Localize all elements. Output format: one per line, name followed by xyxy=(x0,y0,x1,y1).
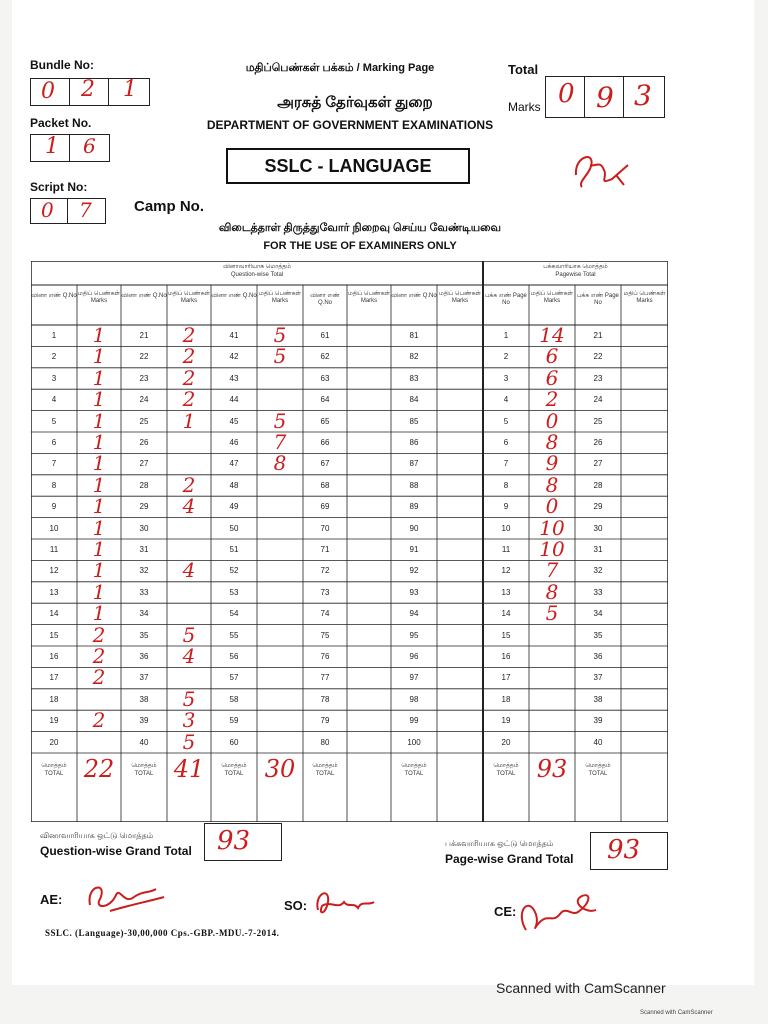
question-number: 49 xyxy=(229,502,239,512)
column-header-marks: மதிப் பெண்கள் Marks xyxy=(168,291,210,304)
column-total: 22 xyxy=(83,755,115,783)
question-number: 31 xyxy=(593,545,603,554)
question-number: 56 xyxy=(229,652,239,661)
question-number: 7 xyxy=(51,459,57,469)
question-number: 40 xyxy=(139,737,149,747)
handwritten-mark: 0 xyxy=(545,408,559,433)
question-number: 23 xyxy=(593,373,603,383)
question-number: 73 xyxy=(320,587,330,597)
question-number: 26 xyxy=(593,438,603,447)
question-number: 27 xyxy=(139,459,149,469)
script-digit: 7 xyxy=(79,198,92,222)
question-number: 11 xyxy=(501,545,511,554)
column-header-qno: வினா எண் Q.No xyxy=(211,293,257,299)
question-number: 30 xyxy=(593,523,603,533)
question-number: 39 xyxy=(139,716,149,726)
question-number: 28 xyxy=(139,480,149,490)
handwritten-mark: 8 xyxy=(273,451,287,476)
question-number: 23 xyxy=(139,373,149,383)
handwritten-mark: 1 xyxy=(92,472,106,497)
total-label-tamil: மொத்தம் xyxy=(41,763,67,769)
column-header-qno: வினா எண் Q.No xyxy=(310,293,340,306)
question-number: 9 xyxy=(503,502,509,512)
camscanner-watermark: Scanned with CamScanner xyxy=(496,980,666,996)
handwritten-mark: 2 xyxy=(182,387,196,412)
question-number: 70 xyxy=(320,523,330,533)
question-number: 87 xyxy=(409,459,419,469)
handwritten-mark: 5 xyxy=(182,686,196,711)
packet-digit: 6 xyxy=(83,134,96,158)
question-number: 80 xyxy=(320,737,330,747)
question-number: 8 xyxy=(51,480,57,490)
question-number: 12 xyxy=(501,566,511,576)
question-number: 95 xyxy=(409,630,419,640)
question-number: 2 xyxy=(503,352,509,362)
question-number: 71 xyxy=(320,545,330,554)
question-number: 29 xyxy=(139,502,149,512)
total-label: TOTAL xyxy=(224,771,244,777)
question-number: 24 xyxy=(139,395,149,405)
examiner-english: FOR THE USE OF EXAMINERS ONLY xyxy=(263,240,457,252)
question-number: 21 xyxy=(593,331,603,340)
handwritten-mark: 2 xyxy=(92,622,106,647)
question-number: 88 xyxy=(409,480,419,490)
column-header-marks: மதிப் பெண்கள் Marks xyxy=(348,291,390,304)
question-number: 43 xyxy=(229,373,239,383)
column-header-qno: வினா எண் Q.No xyxy=(391,293,437,299)
total-label-tamil: மொத்தம் xyxy=(221,763,247,769)
question-number: 39 xyxy=(593,716,603,726)
handwritten-mark: 1 xyxy=(92,558,106,583)
question-number: 5 xyxy=(51,416,57,426)
question-number: 19 xyxy=(49,716,59,726)
total-label: TOTAL xyxy=(404,771,424,777)
column-header-marks: மதிப் பெண்கள் Marks xyxy=(439,291,481,304)
column-total: 41 xyxy=(173,755,205,783)
question-number: 14 xyxy=(49,609,59,619)
q-grand-tamil: வினாவாரியாக ஒட்டு மொத்தம் xyxy=(40,831,154,840)
q-grand-total-box xyxy=(204,823,282,861)
total-label: Total xyxy=(508,62,539,77)
handwritten-mark: 5 xyxy=(273,344,287,369)
total-digit: 0 xyxy=(558,79,575,109)
question-number: 13 xyxy=(501,587,511,597)
question-number: 84 xyxy=(409,395,419,405)
question-number: 12 xyxy=(49,566,59,576)
column-header-marks: மதிப் பெண்கள் Marks xyxy=(78,291,120,304)
question-number: 59 xyxy=(229,716,239,726)
handwritten-mark: 0 xyxy=(545,494,559,519)
total-label-tamil: மொத்தம் xyxy=(493,763,519,769)
print-line: SSLC. (Language)-30,00,000 Cps.-GBP.-MDU.-7-2014. xyxy=(45,928,280,938)
packet-digit: 1 xyxy=(45,134,59,159)
handwritten-mark: 10 xyxy=(539,537,565,561)
question-number: 30 xyxy=(139,523,149,533)
question-number: 8 xyxy=(503,480,509,490)
question-number: 35 xyxy=(593,630,603,640)
question-number: 18 xyxy=(49,694,59,704)
handwritten-mark: 1 xyxy=(92,408,106,433)
question-number: 41 xyxy=(229,331,239,340)
handwritten-mark: 1 xyxy=(92,344,106,369)
question-number: 1 xyxy=(503,331,509,340)
column-header-page: பக்க எண் Page No xyxy=(485,293,527,306)
p-grand-total-box xyxy=(590,832,668,870)
handwritten-mark: 14 xyxy=(539,323,565,347)
question-number: 34 xyxy=(593,609,603,619)
handwritten-mark: 9 xyxy=(545,451,559,476)
question-number: 69 xyxy=(320,502,330,512)
handwritten-mark: 4 xyxy=(182,558,196,583)
p-grand-tamil: பக்கவாரியாக ஒட்டு மொத்தம் xyxy=(445,839,554,848)
question-number: 33 xyxy=(593,587,603,597)
question-number: 100 xyxy=(407,737,421,747)
question-number: 98 xyxy=(409,694,419,704)
question-number: 1 xyxy=(51,331,57,340)
question-number: 18 xyxy=(501,694,511,704)
handwritten-mark: 10 xyxy=(539,515,565,540)
question-number: 46 xyxy=(229,438,239,447)
ce-signature xyxy=(512,884,602,944)
handwritten-mark: 5 xyxy=(182,622,196,647)
question-number: 54 xyxy=(229,609,239,619)
question-number: 19 xyxy=(501,716,511,726)
question-number: 4 xyxy=(51,395,57,405)
script-label: Script No: xyxy=(30,180,88,194)
qwise-title: Question-wise Total xyxy=(230,272,284,278)
question-number: 9 xyxy=(51,502,57,512)
question-number: 90 xyxy=(409,523,419,533)
question-number: 25 xyxy=(593,416,603,426)
handwritten-mark: 1 xyxy=(92,430,106,454)
question-number: 44 xyxy=(229,395,239,405)
question-number: 28 xyxy=(593,480,603,490)
question-number: 29 xyxy=(593,502,603,512)
question-number: 38 xyxy=(139,694,149,704)
ce-label: CE: xyxy=(494,904,517,919)
question-number: 94 xyxy=(409,609,419,619)
total-label-tamil: மொத்தம் xyxy=(312,763,338,769)
question-number: 66 xyxy=(320,438,330,447)
handwritten-mark: 2 xyxy=(92,644,106,668)
question-number: 32 xyxy=(139,566,149,576)
question-number: 36 xyxy=(139,652,149,661)
examiner-initial-signature xyxy=(568,145,638,195)
question-number: 10 xyxy=(49,523,59,533)
total-label: TOTAL xyxy=(496,771,516,777)
total-label: TOTAL xyxy=(588,771,608,777)
handwritten-mark: 8 xyxy=(545,430,559,454)
handwritten-mark: 5 xyxy=(273,408,287,433)
bundle-digit: 1 xyxy=(123,77,137,102)
total-digit: 3 xyxy=(634,79,652,112)
exam-title: SSLC - LANGUAGE xyxy=(264,156,432,176)
handwritten-mark: 8 xyxy=(545,579,559,604)
question-number: 82 xyxy=(409,352,419,362)
question-number: 53 xyxy=(229,587,239,597)
question-number: 10 xyxy=(501,523,511,533)
question-number: 83 xyxy=(409,373,419,383)
question-number: 4 xyxy=(503,395,509,405)
script-number-box xyxy=(30,198,106,224)
handwritten-mark: 2 xyxy=(92,665,106,690)
question-number: 67 xyxy=(320,459,330,469)
question-number: 6 xyxy=(51,438,57,447)
marks-label: Marks xyxy=(508,100,541,114)
handwritten-mark: 7 xyxy=(545,558,559,583)
handwritten-mark: 1 xyxy=(92,579,106,604)
question-number: 11 xyxy=(49,545,59,554)
question-number: 72 xyxy=(320,566,330,576)
packet-label: Packet No. xyxy=(30,116,92,130)
bundle-label: Bundle No: xyxy=(30,58,94,72)
handwritten-mark: 2 xyxy=(182,472,196,497)
column-total: 30 xyxy=(264,755,296,783)
pwise-title-tamil: பக்கவாரியாக மொத்தம் xyxy=(543,264,608,270)
question-number: 62 xyxy=(320,352,330,362)
question-number: 55 xyxy=(229,630,239,640)
handwritten-mark: 5 xyxy=(182,729,196,754)
handwritten-mark: 2 xyxy=(182,365,196,390)
total-label-tamil: மொத்தம் xyxy=(401,763,427,769)
q-grand-value: 93 xyxy=(217,826,251,856)
question-number: 52 xyxy=(229,566,239,576)
so-label: SO: xyxy=(284,898,308,913)
handwritten-mark: 1 xyxy=(92,387,106,412)
question-number: 57 xyxy=(229,673,239,683)
column-header-marks: மதிப் பெண்கள் Marks xyxy=(259,291,301,304)
examiner-tamil: விடைத்தாள் திருத்துவோர் நிறைவு செய்ய வேண்டியவை xyxy=(218,222,502,234)
question-number: 97 xyxy=(409,673,419,683)
handwritten-mark: 4 xyxy=(182,644,196,668)
question-number: 16 xyxy=(501,652,511,661)
question-number: 85 xyxy=(409,416,419,426)
question-number: 7 xyxy=(503,459,509,469)
question-number: 14 xyxy=(501,609,511,619)
question-number: 51 xyxy=(229,545,239,554)
question-number: 77 xyxy=(320,673,330,683)
ae-signature xyxy=(80,875,170,920)
question-number: 32 xyxy=(593,566,603,576)
question-number: 99 xyxy=(409,716,419,726)
handwritten-mark: 2 xyxy=(182,344,196,369)
question-number: 68 xyxy=(320,480,330,490)
question-number: 5 xyxy=(503,416,509,426)
handwritten-mark: 1 xyxy=(92,323,106,347)
exam-title-box xyxy=(226,148,470,184)
packet-number-box xyxy=(30,134,110,162)
question-number: 45 xyxy=(229,416,239,426)
question-number: 31 xyxy=(139,545,149,554)
question-number: 25 xyxy=(139,416,149,426)
question-number: 92 xyxy=(409,566,419,576)
column-header-qno: வினா எண் Q.No xyxy=(121,293,167,299)
question-number: 34 xyxy=(139,609,149,619)
question-number: 37 xyxy=(593,673,603,683)
total-label: TOTAL xyxy=(44,771,64,777)
question-number: 16 xyxy=(49,652,59,661)
total-marks-box xyxy=(545,76,665,118)
question-number: 65 xyxy=(320,416,330,426)
question-number: 33 xyxy=(139,587,149,597)
question-number: 17 xyxy=(49,673,59,683)
total-label: TOTAL xyxy=(134,771,154,777)
pwise-title: Pagewise Total xyxy=(555,272,596,278)
handwritten-mark: 8 xyxy=(545,472,559,497)
question-number: 64 xyxy=(320,395,330,405)
handwritten-mark: 1 xyxy=(92,515,106,540)
question-number: 24 xyxy=(593,395,603,405)
p-grand-label: Page-wise Grand Total xyxy=(445,852,574,866)
column-header-marks: மதிப் பெண்கள் Marks xyxy=(623,291,666,304)
camscanner-small: Scanned with CamScanner xyxy=(640,1010,713,1016)
marking-page-title: மதிப்பெண்கள் பக்கம் / Marking Page xyxy=(245,62,435,74)
question-number: 91 xyxy=(409,545,419,554)
question-number: 13 xyxy=(49,587,59,597)
bundle-digit: 2 xyxy=(81,77,95,102)
handwritten-mark: 3 xyxy=(182,708,196,733)
handwritten-mark: 1 xyxy=(182,408,196,433)
question-number: 75 xyxy=(320,630,330,640)
question-number: 93 xyxy=(409,587,419,597)
handwritten-mark: 1 xyxy=(92,494,106,519)
handwritten-mark: 6 xyxy=(545,344,559,369)
question-number: 58 xyxy=(229,694,239,704)
question-number: 20 xyxy=(49,737,59,747)
q-grand-label: Question-wise Grand Total xyxy=(40,844,192,858)
handwritten-mark: 2 xyxy=(182,323,196,347)
bundle-digit: 0 xyxy=(41,79,55,104)
question-number: 35 xyxy=(139,630,149,640)
question-number: 48 xyxy=(229,480,239,490)
question-number: 27 xyxy=(593,459,603,469)
column-total: 93 xyxy=(536,755,568,783)
handwritten-mark: 1 xyxy=(92,365,106,390)
question-number: 36 xyxy=(593,652,603,661)
handwritten-mark: 1 xyxy=(92,537,106,561)
handwritten-mark: 1 xyxy=(92,601,106,626)
question-number: 76 xyxy=(320,652,330,661)
marks-table xyxy=(31,261,668,822)
bundle-number-box xyxy=(30,78,150,106)
handwritten-mark: 1 xyxy=(92,451,106,476)
question-number: 38 xyxy=(593,694,603,704)
handwritten-mark: 5 xyxy=(273,323,287,347)
question-number: 15 xyxy=(49,630,59,640)
total-digit: 9 xyxy=(596,81,614,114)
question-number: 96 xyxy=(409,652,419,661)
question-number: 22 xyxy=(139,352,149,362)
question-number: 74 xyxy=(320,609,330,619)
handwritten-mark: 2 xyxy=(545,387,559,412)
total-label-tamil: மொத்தம் xyxy=(131,763,157,769)
question-number: 79 xyxy=(320,716,330,726)
total-label-tamil: மொத்தம் xyxy=(585,763,611,769)
handwritten-mark: 5 xyxy=(545,601,559,626)
ae-label: AE: xyxy=(40,892,63,907)
so-signature xyxy=(310,880,380,925)
handwritten-mark: 7 xyxy=(273,430,287,454)
dept-tamil: அரசுத் தேர்வுகள் துறை xyxy=(277,94,433,111)
question-number: 26 xyxy=(139,438,149,447)
camp-label: Camp No. xyxy=(134,198,205,215)
question-number: 40 xyxy=(593,737,603,747)
question-number: 22 xyxy=(593,352,603,362)
column-header-marks: மதிப் பெண்கள் Marks xyxy=(531,291,573,304)
question-number: 17 xyxy=(501,673,511,683)
qwise-title-tamil: வினாவாரியாக மொத்தம் xyxy=(222,264,292,270)
question-number: 37 xyxy=(139,673,149,683)
column-header-qno: வினா எண் Q.No xyxy=(31,293,77,299)
handwritten-mark: 4 xyxy=(182,494,196,519)
dept-english: DEPARTMENT OF GOVERNMENT EXAMINATIONS xyxy=(206,118,494,132)
question-number: 50 xyxy=(229,523,239,533)
column-header-page: பக்க எண் Page No xyxy=(577,293,619,306)
question-number: 15 xyxy=(501,630,511,640)
question-number: 63 xyxy=(320,373,330,383)
p-grand-value: 93 xyxy=(607,835,641,865)
question-number: 81 xyxy=(409,331,419,340)
question-number: 42 xyxy=(229,352,239,362)
question-number: 61 xyxy=(320,331,330,340)
question-number: 3 xyxy=(51,373,57,383)
question-number: 78 xyxy=(320,694,330,704)
question-number: 20 xyxy=(501,737,511,747)
question-number: 47 xyxy=(229,459,239,469)
script-digit: 0 xyxy=(41,198,54,222)
question-number: 60 xyxy=(229,737,239,747)
question-number: 89 xyxy=(409,502,419,512)
question-number: 21 xyxy=(139,331,149,340)
question-number: 6 xyxy=(503,438,509,447)
total-label: TOTAL xyxy=(315,771,335,777)
question-number: 2 xyxy=(51,352,57,362)
handwritten-mark: 6 xyxy=(545,365,559,390)
question-number: 86 xyxy=(409,438,419,447)
question-number: 3 xyxy=(503,373,509,383)
handwritten-mark: 2 xyxy=(92,708,106,733)
